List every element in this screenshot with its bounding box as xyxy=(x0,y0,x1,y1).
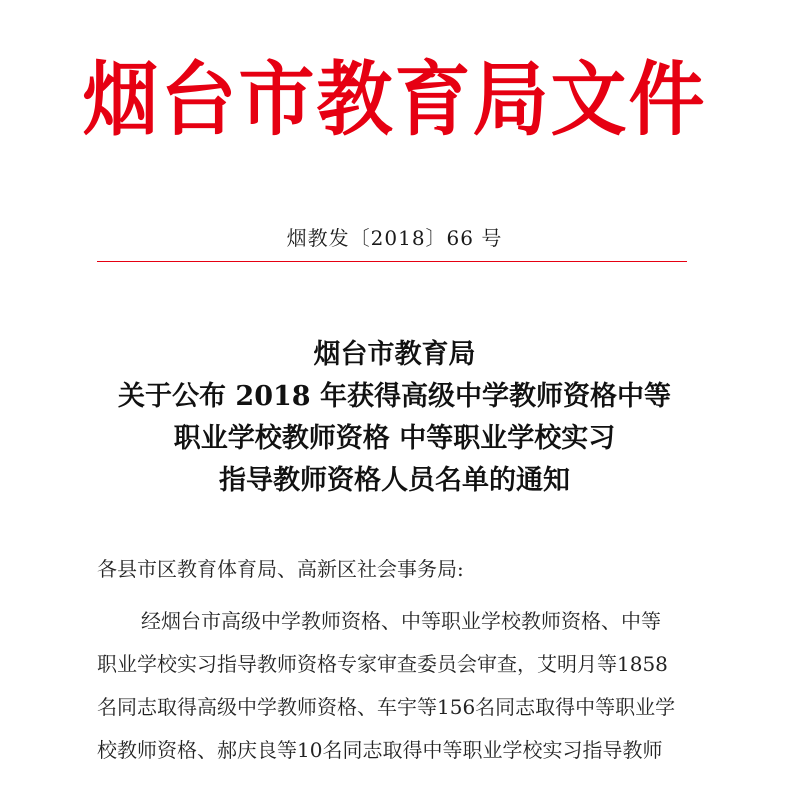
body-line: 经烟台市高级中学教师资格、中等职业学校教师资格、中等 xyxy=(141,609,661,633)
title-line: 指导教师资格人员名单的通知 xyxy=(219,465,570,496)
body-line: 名同志取得高级中学教师资格、车宇等156名同志取得中等职业学 xyxy=(97,695,676,719)
body-line: 职业学校实习指导教师资格专家审查委员会审查，艾明月等1858 xyxy=(97,652,668,676)
masthead-title: 烟台市教育局文件 xyxy=(82,52,707,147)
title-line: 关于公布 2018 年获得高级中学教师资格中等 xyxy=(118,381,671,412)
title-line: 烟台市教育局 xyxy=(313,339,476,370)
red-divider-line xyxy=(97,261,687,262)
body-paragraph xyxy=(97,600,691,772)
notice-title xyxy=(60,334,729,502)
document-number: 烟教发〔2018〕66 号 xyxy=(286,226,503,250)
salutation: 各县市区教育体育局、高新区社会事务局: xyxy=(97,557,464,581)
body-line: 校教师资格、郝庆良等10名同志取得中等职业学校实习指导教师 xyxy=(97,738,663,762)
title-line: 职业学校教师资格 中等职业学校实习 xyxy=(173,423,616,454)
